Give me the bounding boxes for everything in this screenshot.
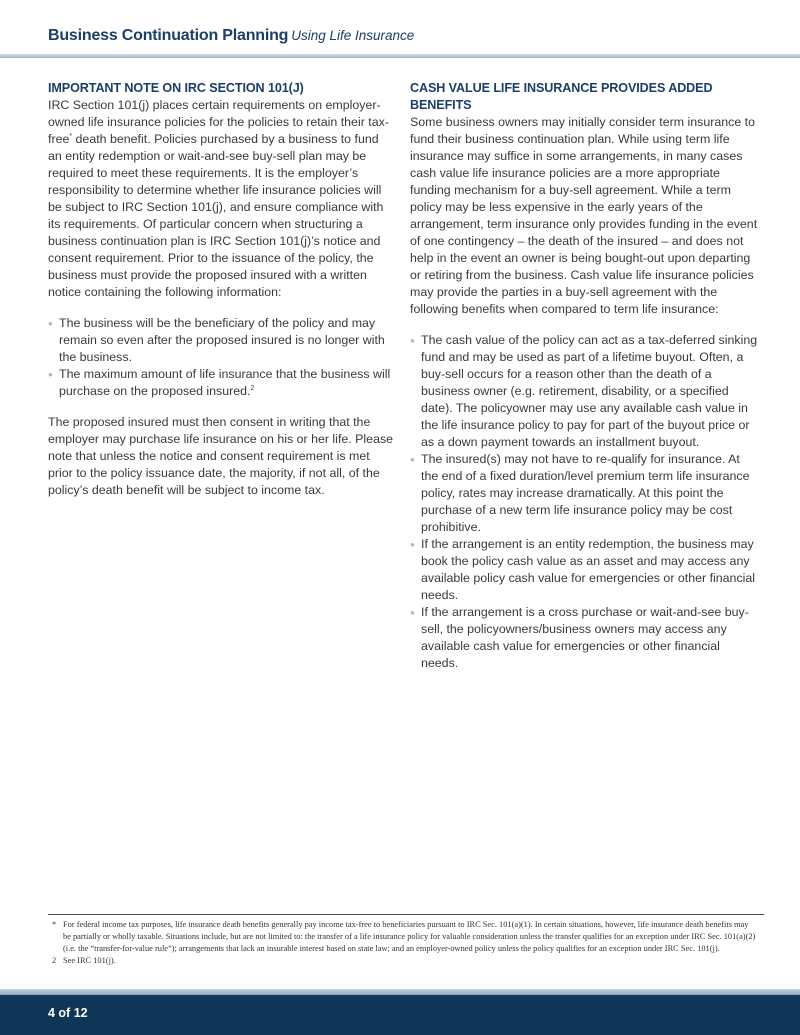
list-item (410, 332, 760, 451)
notice-requirements-list (48, 315, 394, 400)
footnote-divider (48, 914, 764, 915)
page-header (48, 27, 414, 49)
list-item-text: The cash value of the policy can act as a tax-deferred sinking fund and may be used as part of a lifetime buyout. Often, a buy-sell occurs for a reason other than the death of a business owner (e.g. retirement, disability, or a specified date). The policyowner may use any available cash value in the life insurance policy to pay for part of the buyout price or as a down payment towards an installment buyout. (421, 333, 758, 449)
footnote-asterisk (50, 919, 756, 955)
bullet-dot-icon: ● (410, 336, 415, 345)
consent-paragraph: The proposed insured must then consent in writing that the employer may purchase life insurance on his or her life. Please note that unless the notice and consent requirement is met prior to the policy issuance date, the majority, if not all, of the policy’s death benefit will be subject to income tax. (48, 415, 394, 497)
list-item (410, 536, 760, 604)
footnote-mark: 2 (52, 956, 57, 965)
footnote-text: For federal income tax purposes, life insurance death benefits generally pay income tax-free to beneficiaries pursuant to IRC Sec. 101(a)(1). In certain situations, however, life insurance death benefits may be partially or wholly taxable. Situations include, but are not limited to: the transfer of a life insurance policy for valuable consideration unless the transfer qualifies for an exception under IRC Sec. 101(a)(2)(i.e. the “transfer-for-value rule”); arrangements that lack an insurable interest based on state law; and an employer-owned policy unless the policy qualifies for an exception under IRC Sec. 101(j). (63, 920, 756, 953)
list-item-text: The business will be the beneficiary of the policy and may remain so even after the proposed insured is no longer with the business. (59, 316, 385, 364)
list-item-text: If the arrangement is a cross purchase or wait-and-see buy-sell, the policyowners/business owners may access any available cash value for emergencies or other financial needs. (421, 605, 749, 670)
document-subtitle: Using Life Insurance (291, 28, 415, 43)
list-item (410, 604, 760, 672)
page-footer (0, 995, 800, 1035)
bullet-dot-icon: ● (410, 608, 415, 617)
list-item-text: The insured(s) may not have to re-qualify for insurance. At the end of a fixed duration/level premium term life insurance policy, rates may increase dramatically. At this point the purchase of a new term life insurance policy may be cost prohibitive. (421, 452, 750, 534)
bullet-dot-icon: ● (48, 370, 53, 379)
document-title: Business Continuation Planning (48, 27, 289, 44)
footnote-ref-2: 2 (250, 384, 255, 392)
list-item-text: The maximum amount of life insurance that the business will purchase on the proposed insured. (59, 367, 391, 398)
list-item (410, 451, 760, 536)
intro-text-part-2: death benefit. Policies purchased by a business to fund an entity redemption or wait-and-see buy-sell plan may be required to meet these requirements. It is the employer’s responsibility to determine whether life insurance policies will be subject to IRC Section 101(j), and ensure compliance with its requirements. Of particular concern when structuring a business continuation plan is IRC Section 101(j)’s notice and consent requirement. Prior to the issuance of the policy, the business must provide the proposed insured with a written notice containing the following information: (48, 132, 384, 299)
irc-101j-intro-paragraph (48, 97, 394, 301)
list-item (48, 315, 394, 366)
section-heading-irc-101j: IMPORTANT NOTE ON IRC SECTION 101(J) (48, 81, 304, 95)
intro-text-part-1: IRC Section 101(j) places certain requirements on employer-owned life insurance policies for the policies to retain their tax-free (48, 98, 389, 146)
footnote-text: See IRC 101(j). (63, 956, 116, 965)
bullet-dot-icon: ● (48, 319, 53, 328)
cash-value-benefits-list (410, 332, 760, 672)
header-rule (0, 54, 800, 58)
footnote-mark: * (52, 920, 57, 929)
cash-value-intro-paragraph: Some business owners may initially consider term insurance to fund their business continuation plan. While using term life insurance may suffice in some arrangements, in many cases cash value life insurance policies are a more appropriate funding mechanism for a buy-sell agreement. While a term policy may be less expensive in the early years of the arrangement, term insurance only provides funding in the event of one contingency – the death of the insured – and does not help in the event an owner is being bought-out upon departing or retiring from the business. Cash value life insurance policies may provide the parties in a buy-sell agreement with the following benefits when compared to term life insurance: (410, 115, 758, 316)
footnotes (50, 919, 756, 967)
footnote-ref-asterisk: * (69, 132, 73, 140)
list-item-text: If the arrangement is an entity redemption, the business may book the policy cash value as an asset and may access any available policy cash value for emergencies or other financial needs. (421, 537, 756, 602)
page-number: 4 of 12 (48, 1006, 88, 1020)
right-column (410, 80, 760, 672)
bullet-dot-icon: ● (410, 540, 415, 549)
list-item (48, 366, 394, 400)
bullet-dot-icon: ● (410, 455, 415, 464)
section-heading-cash-value: CASH VALUE LIFE INSURANCE PROVIDES ADDED BENEFITS (410, 81, 713, 112)
left-column (48, 80, 394, 499)
footnote-2 (50, 955, 756, 967)
